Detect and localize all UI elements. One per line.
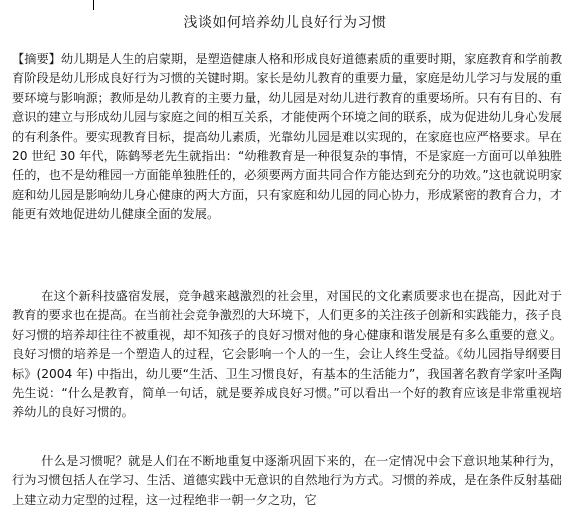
- document-title: 浅谈如何培养幼儿良好行为习惯: [183, 15, 387, 31]
- text-cursor: [93, 0, 94, 10]
- abstract-paragraph: [12, 50, 562, 225]
- body-paragraph-1: 在这个新科技盛宿发展，竞争越来越激烈的社会里，对国民的文化素质要求也在提高，因此对于教育的要求也在提高。在当前社会竞争激烈的大环境下，人们更多的关注孩子创新和实践能力，孩子良好习惯的培养却往往不被重视，却不知孩子的良好习惯对他的身心健康和谐发展是有多么重要的意义。良好习惯的培养是一个塑造人的过程，它会影响一个人的一生，会让人终生受益。《幼儿园指导纲要目标》(2004 年) 中指出，幼儿要“生活、卫生习惯良好，有基本的生活能力”，我国著名教育学家叶圣陶先生说：“什么是教育，简单一句话，就是要养成良好习惯。”可以看出一个好的教育应该是非常重视培养幼儿的良好习惯的。: [12, 289, 562, 420]
- abstract-label: 【摘要】: [12, 52, 61, 66]
- abstract-text: 幼儿期是人生的启蒙期，是塑造健康人格和形成良好道德素质的重要时期，家庭教育和学前教育阶段是幼儿形成良好行为习惯的关键时期。家长是幼儿教育的重要力量，家庭是幼儿学习与发展的重要环境与影响源；教师是幼儿教育的主要力量，幼儿园是对幼儿进行教育的重要场所。只有有目的、有意识的建立与形成幼儿园与家庭之间的相互关系，才能使两个环境之间的联系，成为促进幼儿身心发展的有利条件。要实现教育目标，提高幼儿素质，光靠幼儿园是难以实现的，在家庭也应严格要求。早在 20 世纪 30 年代，陈鹤琴老先生就指出：“幼稚教育是一种很复杂的事情，不是家庭一方面可以单独胜任的，也不是幼稚园一方面能单独胜任的，必须要两方面共同合作方能达到充分的功效。”这也就说明家庭和幼儿园是影响幼儿身心健康的两大方面，只有家庭和幼儿园的同心协力，形成紧密的教育合力，才能更有效地促进幼儿健康全面的发展。: [12, 52, 563, 222]
- body-paragraph-2: 什么是习惯呢？就是人们在不断地重复中逐渐巩固下来的，在一定情况中会下意识地某种行为，行为习惯包括人在学习、生活、道德实践中无意识的自然地行为方式。习惯的养成，是在条件反射基础上建立动力定型的过程，这一过程绝非一朝一夕之功，它: [12, 454, 562, 507]
